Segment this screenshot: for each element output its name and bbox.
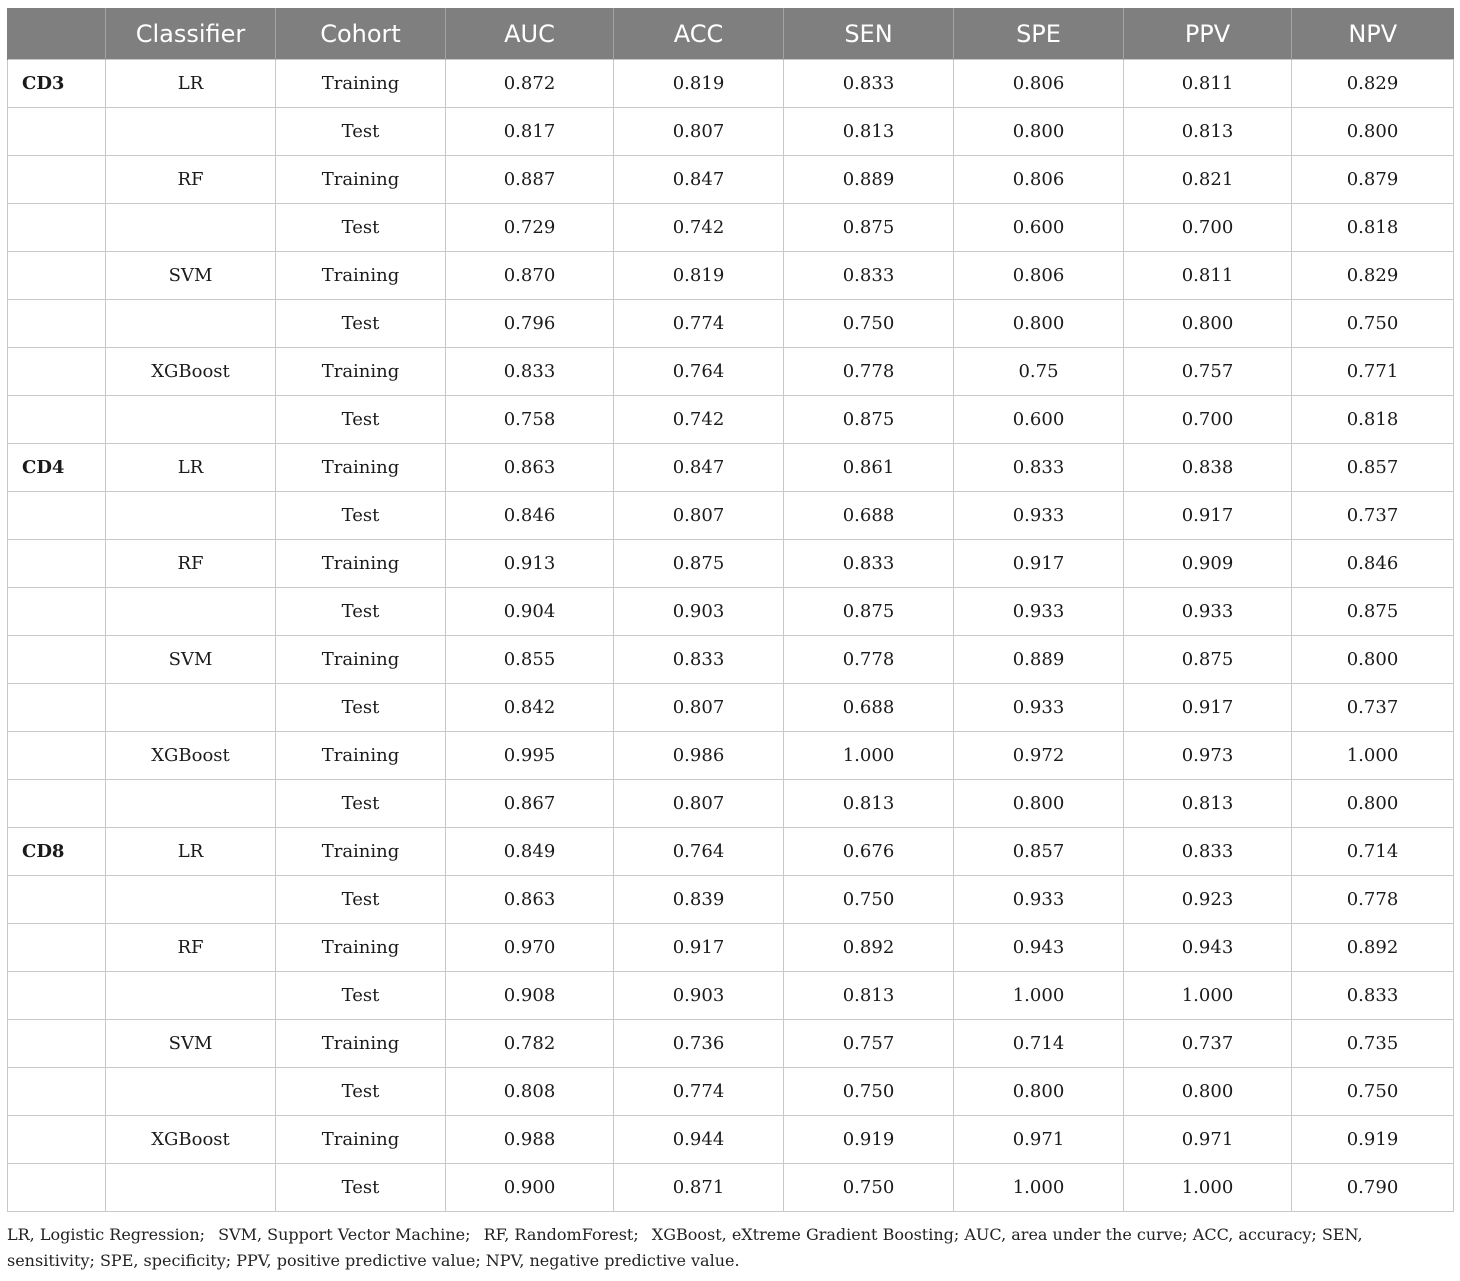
table-row (8, 972, 1454, 1020)
ppv-cell: 0.800 (1124, 1068, 1292, 1116)
auc-cell: 0.863 (446, 444, 614, 492)
sen-cell: 0.919 (784, 1116, 954, 1164)
spe-cell: 0.889 (954, 636, 1124, 684)
npv-cell: 0.750 (1292, 1068, 1454, 1116)
ppv-cell: 0.813 (1124, 780, 1292, 828)
spe-cell: 0.800 (954, 1068, 1124, 1116)
marker-cell (8, 1164, 106, 1212)
acc-cell: 0.917 (614, 924, 784, 972)
ppv-cell: 0.917 (1124, 684, 1292, 732)
table-row (8, 732, 1454, 780)
cohort-cell: Test (276, 108, 446, 156)
table-row (8, 828, 1454, 876)
cohort-cell: Test (276, 300, 446, 348)
spe-cell: 0.933 (954, 684, 1124, 732)
cohort-cell: Training (276, 924, 446, 972)
classifier-cell: SVM (106, 252, 276, 300)
marker-cell (8, 492, 106, 540)
sen-cell: 0.676 (784, 828, 954, 876)
auc-cell: 0.833 (446, 348, 614, 396)
ppv-cell: 0.875 (1124, 636, 1292, 684)
acc-cell: 0.847 (614, 444, 784, 492)
acc-cell: 0.807 (614, 108, 784, 156)
ppv-cell: 0.821 (1124, 156, 1292, 204)
spe-cell: 0.800 (954, 780, 1124, 828)
cohort-cell: Training (276, 732, 446, 780)
table-row (8, 492, 1454, 540)
classifier-cell: XGBoost (106, 1116, 276, 1164)
sen-cell: 0.688 (784, 684, 954, 732)
table-row (8, 780, 1454, 828)
table-row (8, 60, 1454, 108)
header-cohort: Cohort (276, 8, 446, 60)
auc-cell: 0.782 (446, 1020, 614, 1068)
ppv-cell: 0.943 (1124, 924, 1292, 972)
classifier-cell (106, 300, 276, 348)
marker-cell (8, 876, 106, 924)
acc-cell: 0.774 (614, 1068, 784, 1116)
acc-cell: 0.986 (614, 732, 784, 780)
acc-cell: 0.742 (614, 396, 784, 444)
cohort-cell: Test (276, 1164, 446, 1212)
npv-cell: 0.737 (1292, 492, 1454, 540)
acc-cell: 0.807 (614, 780, 784, 828)
ppv-cell: 0.909 (1124, 540, 1292, 588)
sen-cell: 0.813 (784, 780, 954, 828)
classifier-cell: LR (106, 60, 276, 108)
acc-cell: 0.736 (614, 1020, 784, 1068)
sen-cell: 0.892 (784, 924, 954, 972)
auc-cell: 0.729 (446, 204, 614, 252)
marker-cell (8, 156, 106, 204)
spe-cell: 0.806 (954, 252, 1124, 300)
auc-cell: 0.846 (446, 492, 614, 540)
auc-cell: 0.870 (446, 252, 614, 300)
sen-cell: 0.813 (784, 972, 954, 1020)
spe-cell: 0.933 (954, 588, 1124, 636)
npv-cell: 0.892 (1292, 924, 1454, 972)
marker-cell (8, 588, 106, 636)
auc-cell: 0.995 (446, 732, 614, 780)
classifier-cell: RF (106, 540, 276, 588)
header-npv: NPV (1292, 8, 1454, 60)
acc-cell: 0.742 (614, 204, 784, 252)
acc-cell: 0.847 (614, 156, 784, 204)
cohort-cell: Test (276, 1068, 446, 1116)
ppv-cell: 0.800 (1124, 300, 1292, 348)
table-row (8, 108, 1454, 156)
sen-cell: 0.833 (784, 60, 954, 108)
classifier-cell: RF (106, 156, 276, 204)
header-marker (8, 8, 106, 60)
table-row (8, 924, 1454, 972)
sen-cell: 1.000 (784, 732, 954, 780)
acc-cell: 0.839 (614, 876, 784, 924)
cohort-cell: Test (276, 972, 446, 1020)
acc-cell: 0.807 (614, 492, 784, 540)
sen-cell: 0.889 (784, 156, 954, 204)
classifier-cell: SVM (106, 636, 276, 684)
sen-cell: 0.833 (784, 252, 954, 300)
marker-cell (8, 108, 106, 156)
acc-cell: 0.903 (614, 588, 784, 636)
sen-cell: 0.875 (784, 204, 954, 252)
cohort-cell: Training (276, 1116, 446, 1164)
marker-cell (8, 972, 106, 1020)
classifier-cell (106, 1164, 276, 1212)
table-body (8, 60, 1454, 1212)
npv-cell: 0.833 (1292, 972, 1454, 1020)
table-row (8, 444, 1454, 492)
marker-cell (8, 924, 106, 972)
spe-cell: 0.917 (954, 540, 1124, 588)
header-spe: SPE (954, 8, 1124, 60)
marker-cell (8, 300, 106, 348)
sen-cell: 0.875 (784, 396, 954, 444)
classifier-cell: LR (106, 444, 276, 492)
ppv-cell: 0.933 (1124, 588, 1292, 636)
classifier-cell (106, 876, 276, 924)
marker-cell (8, 732, 106, 780)
cohort-cell: Test (276, 396, 446, 444)
auc-cell: 0.970 (446, 924, 614, 972)
marker-cell (8, 1068, 106, 1116)
spe-cell: 0.857 (954, 828, 1124, 876)
npv-cell: 0.771 (1292, 348, 1454, 396)
classifier-cell (106, 684, 276, 732)
npv-cell: 0.735 (1292, 1020, 1454, 1068)
spe-cell: 1.000 (954, 972, 1124, 1020)
classifier-cell (106, 780, 276, 828)
ppv-cell: 0.973 (1124, 732, 1292, 780)
sen-cell: 0.750 (784, 1068, 954, 1116)
classifier-cell: RF (106, 924, 276, 972)
spe-cell: 0.943 (954, 924, 1124, 972)
cohort-cell: Test (276, 492, 446, 540)
marker-cell: CD4 (8, 444, 106, 492)
header-acc: ACC (614, 8, 784, 60)
classifier-cell (106, 972, 276, 1020)
cohort-cell: Training (276, 540, 446, 588)
classifier-cell (106, 396, 276, 444)
table-row (8, 636, 1454, 684)
cohort-cell: Training (276, 444, 446, 492)
npv-cell: 0.737 (1292, 684, 1454, 732)
npv-cell: 0.846 (1292, 540, 1454, 588)
npv-cell: 0.818 (1292, 396, 1454, 444)
table-row (8, 396, 1454, 444)
spe-cell: 0.800 (954, 108, 1124, 156)
spe-cell: 0.933 (954, 492, 1124, 540)
auc-cell: 0.849 (446, 828, 614, 876)
sen-cell: 0.833 (784, 540, 954, 588)
classifier-cell (106, 1068, 276, 1116)
spe-cell: 0.971 (954, 1116, 1124, 1164)
cohort-cell: Training (276, 156, 446, 204)
acc-cell: 0.875 (614, 540, 784, 588)
auc-cell: 0.842 (446, 684, 614, 732)
acc-cell: 0.819 (614, 60, 784, 108)
cohort-cell: Test (276, 876, 446, 924)
acc-cell: 0.903 (614, 972, 784, 1020)
spe-cell: 0.806 (954, 60, 1124, 108)
cohort-cell: Test (276, 588, 446, 636)
classifier-cell: SVM (106, 1020, 276, 1068)
classifier-cell: XGBoost (106, 348, 276, 396)
sen-cell: 0.688 (784, 492, 954, 540)
npv-cell: 1.000 (1292, 732, 1454, 780)
spe-cell: 0.933 (954, 876, 1124, 924)
spe-cell: 0.714 (954, 1020, 1124, 1068)
acc-cell: 0.944 (614, 1116, 784, 1164)
classifier-performance-table (7, 8, 1454, 1212)
sen-cell: 0.757 (784, 1020, 954, 1068)
marker-cell (8, 684, 106, 732)
marker-cell (8, 204, 106, 252)
spe-cell: 0.600 (954, 396, 1124, 444)
table-row (8, 876, 1454, 924)
ppv-cell: 1.000 (1124, 1164, 1292, 1212)
auc-cell: 0.808 (446, 1068, 614, 1116)
table-row (8, 300, 1454, 348)
npv-cell: 0.778 (1292, 876, 1454, 924)
table-row (8, 1116, 1454, 1164)
marker-cell (8, 396, 106, 444)
ppv-cell: 1.000 (1124, 972, 1292, 1020)
npv-cell: 0.829 (1292, 60, 1454, 108)
npv-cell: 0.875 (1292, 588, 1454, 636)
marker-cell (8, 1020, 106, 1068)
ppv-cell: 0.923 (1124, 876, 1292, 924)
npv-cell: 0.919 (1292, 1116, 1454, 1164)
results-table-container (7, 8, 1453, 1212)
acc-cell: 0.819 (614, 252, 784, 300)
ppv-cell: 0.813 (1124, 108, 1292, 156)
cohort-cell: Test (276, 684, 446, 732)
auc-cell: 0.872 (446, 60, 614, 108)
table-row (8, 588, 1454, 636)
npv-cell: 0.790 (1292, 1164, 1454, 1212)
classifier-cell (106, 588, 276, 636)
sen-cell: 0.875 (784, 588, 954, 636)
sen-cell: 0.778 (784, 636, 954, 684)
sen-cell: 0.750 (784, 300, 954, 348)
auc-cell: 0.904 (446, 588, 614, 636)
cohort-cell: Test (276, 204, 446, 252)
classifier-cell: XGBoost (106, 732, 276, 780)
classifier-cell (106, 204, 276, 252)
header-auc: AUC (446, 8, 614, 60)
sen-cell: 0.861 (784, 444, 954, 492)
table-footnote: LR, Logistic Regression; SVM, Support Vector Machine; RF, RandomForest; XGBoost, eXtreme Gradient Boosting; AUC, area under the curve; ACC, accuracy; SEN, sensitivity; SPE, specificity; PPV, positive predictive value; NPV, negative predictive value. (7, 1225, 1363, 1270)
marker-cell: CD3 (8, 60, 106, 108)
table-row (8, 1068, 1454, 1116)
cohort-cell: Training (276, 828, 446, 876)
acc-cell: 0.807 (614, 684, 784, 732)
ppv-cell: 0.700 (1124, 204, 1292, 252)
header-classifier: Classifier (106, 8, 276, 60)
table-row (8, 252, 1454, 300)
npv-cell: 0.714 (1292, 828, 1454, 876)
table-row (8, 204, 1454, 252)
ppv-cell: 0.737 (1124, 1020, 1292, 1068)
auc-cell: 0.817 (446, 108, 614, 156)
spe-cell: 0.806 (954, 156, 1124, 204)
npv-cell: 0.829 (1292, 252, 1454, 300)
table-header-row (8, 8, 1454, 60)
spe-cell: 0.800 (954, 300, 1124, 348)
header-sen: SEN (784, 8, 954, 60)
acc-cell: 0.774 (614, 300, 784, 348)
cohort-cell: Training (276, 60, 446, 108)
npv-cell: 0.800 (1292, 108, 1454, 156)
auc-cell: 0.796 (446, 300, 614, 348)
marker-cell (8, 540, 106, 588)
auc-cell: 0.887 (446, 156, 614, 204)
npv-cell: 0.750 (1292, 300, 1454, 348)
acc-cell: 0.764 (614, 828, 784, 876)
ppv-cell: 0.838 (1124, 444, 1292, 492)
marker-cell (8, 636, 106, 684)
classifier-cell (106, 108, 276, 156)
table-row (8, 684, 1454, 732)
sen-cell: 0.750 (784, 876, 954, 924)
auc-cell: 0.900 (446, 1164, 614, 1212)
header-ppv: PPV (1124, 8, 1292, 60)
ppv-cell: 0.811 (1124, 60, 1292, 108)
ppv-cell: 0.757 (1124, 348, 1292, 396)
npv-cell: 0.857 (1292, 444, 1454, 492)
classifier-cell (106, 492, 276, 540)
auc-cell: 0.855 (446, 636, 614, 684)
marker-cell (8, 1116, 106, 1164)
spe-cell: 0.833 (954, 444, 1124, 492)
npv-cell: 0.818 (1292, 204, 1454, 252)
marker-cell (8, 252, 106, 300)
acc-cell: 0.833 (614, 636, 784, 684)
sen-cell: 0.778 (784, 348, 954, 396)
auc-cell: 0.863 (446, 876, 614, 924)
cohort-cell: Training (276, 252, 446, 300)
ppv-cell: 0.971 (1124, 1116, 1292, 1164)
ppv-cell: 0.833 (1124, 828, 1292, 876)
auc-cell: 0.913 (446, 540, 614, 588)
auc-cell: 0.908 (446, 972, 614, 1020)
ppv-cell: 0.700 (1124, 396, 1292, 444)
table-row (8, 1020, 1454, 1068)
auc-cell: 0.758 (446, 396, 614, 444)
marker-cell (8, 780, 106, 828)
marker-cell: CD8 (8, 828, 106, 876)
npv-cell: 0.800 (1292, 780, 1454, 828)
marker-cell (8, 348, 106, 396)
ppv-cell: 0.917 (1124, 492, 1292, 540)
cohort-cell: Training (276, 348, 446, 396)
spe-cell: 1.000 (954, 1164, 1124, 1212)
spe-cell: 0.75 (954, 348, 1124, 396)
table-row (8, 1164, 1454, 1212)
auc-cell: 0.988 (446, 1116, 614, 1164)
acc-cell: 0.871 (614, 1164, 784, 1212)
sen-cell: 0.813 (784, 108, 954, 156)
table-row (8, 156, 1454, 204)
table-row (8, 348, 1454, 396)
acc-cell: 0.764 (614, 348, 784, 396)
cohort-cell: Training (276, 1020, 446, 1068)
auc-cell: 0.867 (446, 780, 614, 828)
npv-cell: 0.879 (1292, 156, 1454, 204)
table-row (8, 540, 1454, 588)
cohort-cell: Training (276, 636, 446, 684)
spe-cell: 0.972 (954, 732, 1124, 780)
npv-cell: 0.800 (1292, 636, 1454, 684)
cohort-cell: Test (276, 780, 446, 828)
spe-cell: 0.600 (954, 204, 1124, 252)
classifier-cell: LR (106, 828, 276, 876)
sen-cell: 0.750 (784, 1164, 954, 1212)
ppv-cell: 0.811 (1124, 252, 1292, 300)
